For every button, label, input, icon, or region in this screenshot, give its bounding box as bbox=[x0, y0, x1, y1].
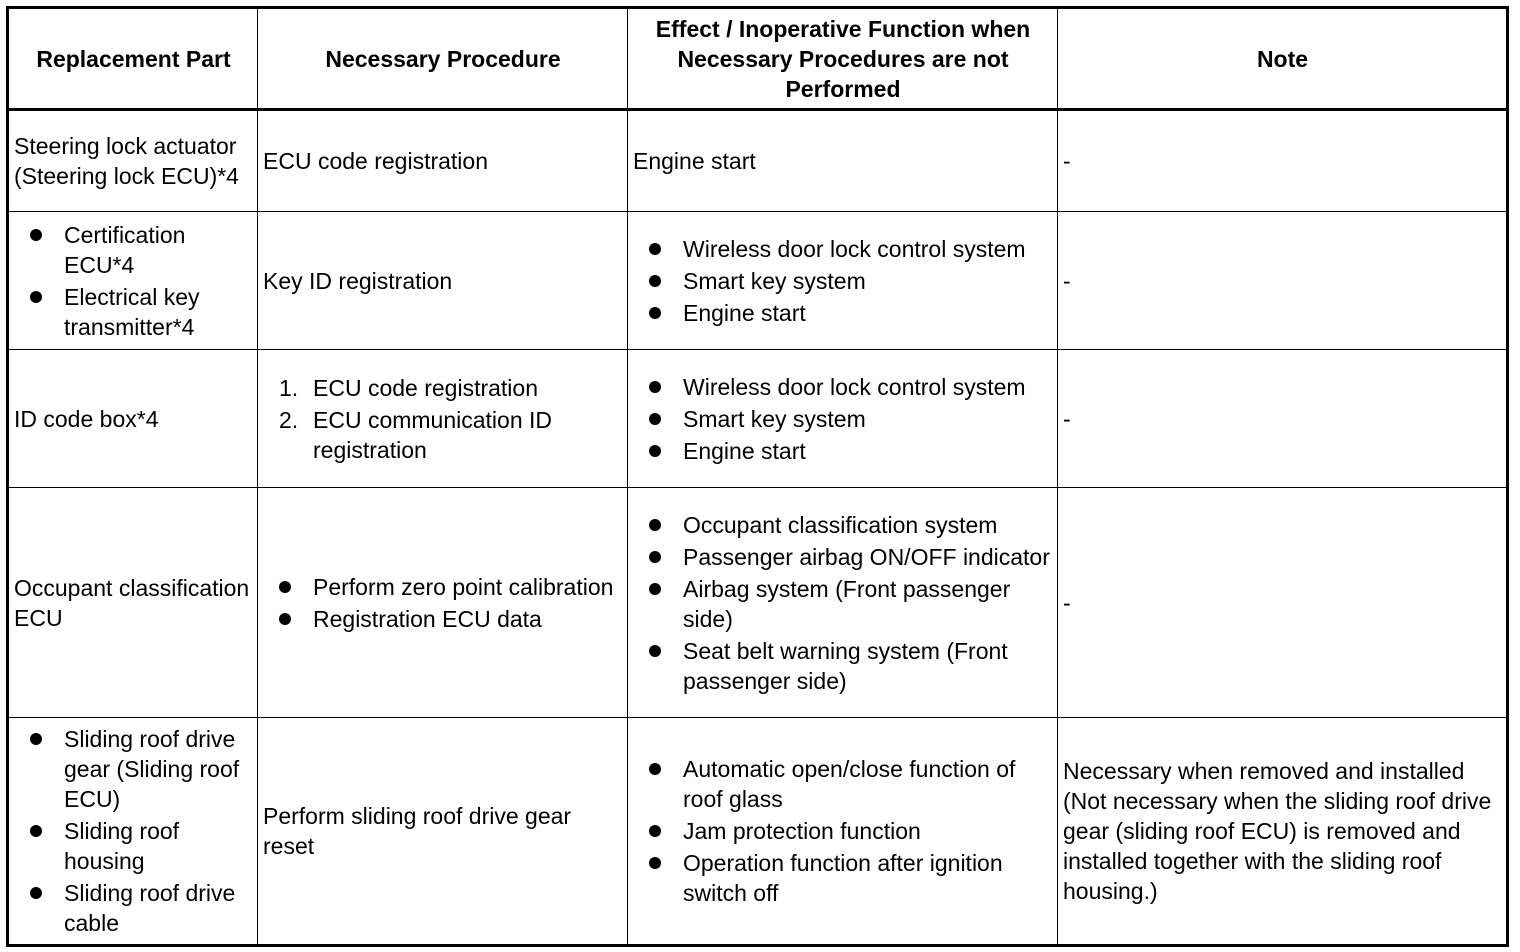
note-cell bbox=[1058, 488, 1508, 718]
bullet-icon bbox=[279, 581, 291, 593]
table-row bbox=[8, 718, 1508, 946]
procedure-cell bbox=[258, 718, 628, 946]
bullet-icon bbox=[649, 763, 661, 775]
bullet-icon bbox=[30, 733, 42, 745]
procedure-text: ECU code registration bbox=[263, 148, 488, 174]
note-cell bbox=[1058, 718, 1508, 946]
replacement-part-cell bbox=[8, 718, 258, 946]
list-item: Wireless door lock control system bbox=[633, 234, 1053, 264]
list-item: Automatic open/close function of roof glass bbox=[633, 754, 1053, 814]
replacement-part-cell bbox=[8, 488, 258, 718]
list-item: Passenger airbag ON/OFF indicator bbox=[633, 542, 1053, 572]
table-header-row bbox=[8, 8, 1508, 110]
bullet-icon bbox=[649, 275, 661, 287]
procedure-cell bbox=[258, 350, 628, 488]
effect-cell bbox=[628, 488, 1058, 718]
bullet-icon bbox=[649, 381, 661, 393]
list-item: Sliding roof drive cable bbox=[14, 878, 253, 938]
list-item: Smart key system bbox=[633, 404, 1053, 434]
note-cell bbox=[1058, 110, 1508, 212]
list-item: Registration ECU data bbox=[263, 604, 623, 634]
bullet-icon bbox=[649, 825, 661, 837]
table-row bbox=[8, 350, 1508, 488]
procedure-text: Perform sliding roof drive gear reset bbox=[263, 803, 572, 859]
bullet-icon bbox=[649, 519, 661, 531]
table-row bbox=[8, 110, 1508, 212]
note-cell bbox=[1058, 350, 1508, 488]
bullet-icon bbox=[30, 229, 42, 241]
bullet-icon bbox=[30, 291, 42, 303]
bullet-icon bbox=[649, 551, 661, 563]
procedure-numbered-list bbox=[263, 373, 623, 465]
table-row bbox=[8, 212, 1508, 350]
list-item: Certification ECU*4 bbox=[14, 220, 253, 280]
header-necessary-procedure: Necessary Procedure bbox=[258, 8, 628, 110]
header-replacement-part: Replacement Part bbox=[8, 8, 258, 110]
bullet-icon bbox=[649, 445, 661, 457]
list-item: Operation function after ignition switch off bbox=[633, 848, 1053, 908]
effect-list bbox=[633, 510, 1053, 696]
replacement-part-cell bbox=[8, 110, 258, 212]
effect-list bbox=[633, 234, 1053, 328]
list-item: Sliding roof drive gear (Sliding roof ECU) bbox=[14, 724, 253, 814]
note-text: - bbox=[1063, 405, 1071, 432]
list-item: Jam protection function bbox=[633, 816, 1053, 846]
effect-cell bbox=[628, 212, 1058, 350]
replacement-part-cell bbox=[8, 212, 258, 350]
effect-list bbox=[633, 372, 1053, 466]
list-item: Airbag system (Front passenger side) bbox=[633, 574, 1053, 634]
bullet-icon bbox=[649, 413, 661, 425]
note-text: - bbox=[1063, 148, 1071, 174]
list-item: 2. ECU communication ID registration bbox=[279, 406, 553, 463]
replacement-part-list bbox=[14, 724, 253, 938]
bullet-icon bbox=[649, 857, 661, 869]
table-row bbox=[8, 488, 1508, 718]
replacement-part-text: ID code box*4 bbox=[14, 405, 159, 432]
bullet-icon bbox=[279, 613, 291, 625]
procedure-cell bbox=[258, 488, 628, 718]
effect-cell bbox=[628, 718, 1058, 946]
replacement-part-cell bbox=[8, 350, 258, 488]
effect-cell bbox=[628, 350, 1058, 488]
list-item: Wireless door lock control system bbox=[633, 372, 1053, 402]
note-cell bbox=[1058, 212, 1508, 350]
list-item: Seat belt warning system (Front passenger side) bbox=[633, 636, 1053, 696]
list-item: Engine start bbox=[633, 298, 1053, 328]
list-item: Perform zero point calibration bbox=[263, 572, 623, 602]
procedure-list bbox=[263, 572, 623, 634]
bullet-icon bbox=[30, 825, 42, 837]
list-item: Electrical key transmitter*4 bbox=[14, 282, 253, 342]
list-item: Engine start bbox=[633, 436, 1053, 466]
header-effect: Effect / Inoperative Function when Necessary Procedures are not Performed bbox=[628, 8, 1058, 110]
bullet-icon bbox=[30, 887, 42, 899]
bullet-icon bbox=[649, 645, 661, 657]
list-item: Smart key system bbox=[633, 266, 1053, 296]
header-note: Note bbox=[1058, 8, 1508, 110]
list-item: Sliding roof housing bbox=[14, 816, 253, 876]
effect-list bbox=[633, 754, 1053, 908]
list-item: Occupant classification system bbox=[633, 510, 1053, 540]
note-text: Necessary when removed and installed (Not necessary when the sliding roof drive gear (sliding roof ECU) is removed and installed together with the sliding roof housing.) bbox=[1063, 758, 1492, 904]
effect-cell bbox=[628, 110, 1058, 212]
replacement-part-text: Occupant classification ECU bbox=[14, 574, 250, 631]
replacement-part-list bbox=[14, 220, 253, 342]
note-text: - bbox=[1063, 267, 1071, 294]
replacement-part-text: Steering lock actuator (Steering lock ECU)*4 bbox=[14, 133, 239, 189]
list-item: 1. ECU code registration bbox=[279, 374, 538, 401]
note-text: - bbox=[1063, 589, 1071, 616]
effect-text: Engine start bbox=[633, 148, 756, 174]
bullet-icon bbox=[649, 243, 661, 255]
bullet-icon bbox=[649, 307, 661, 319]
replacement-procedure-table bbox=[6, 6, 1509, 947]
procedure-text: Key ID registration bbox=[263, 267, 453, 294]
bullet-icon bbox=[649, 583, 661, 595]
procedure-cell bbox=[258, 110, 628, 212]
procedure-cell bbox=[258, 212, 628, 350]
